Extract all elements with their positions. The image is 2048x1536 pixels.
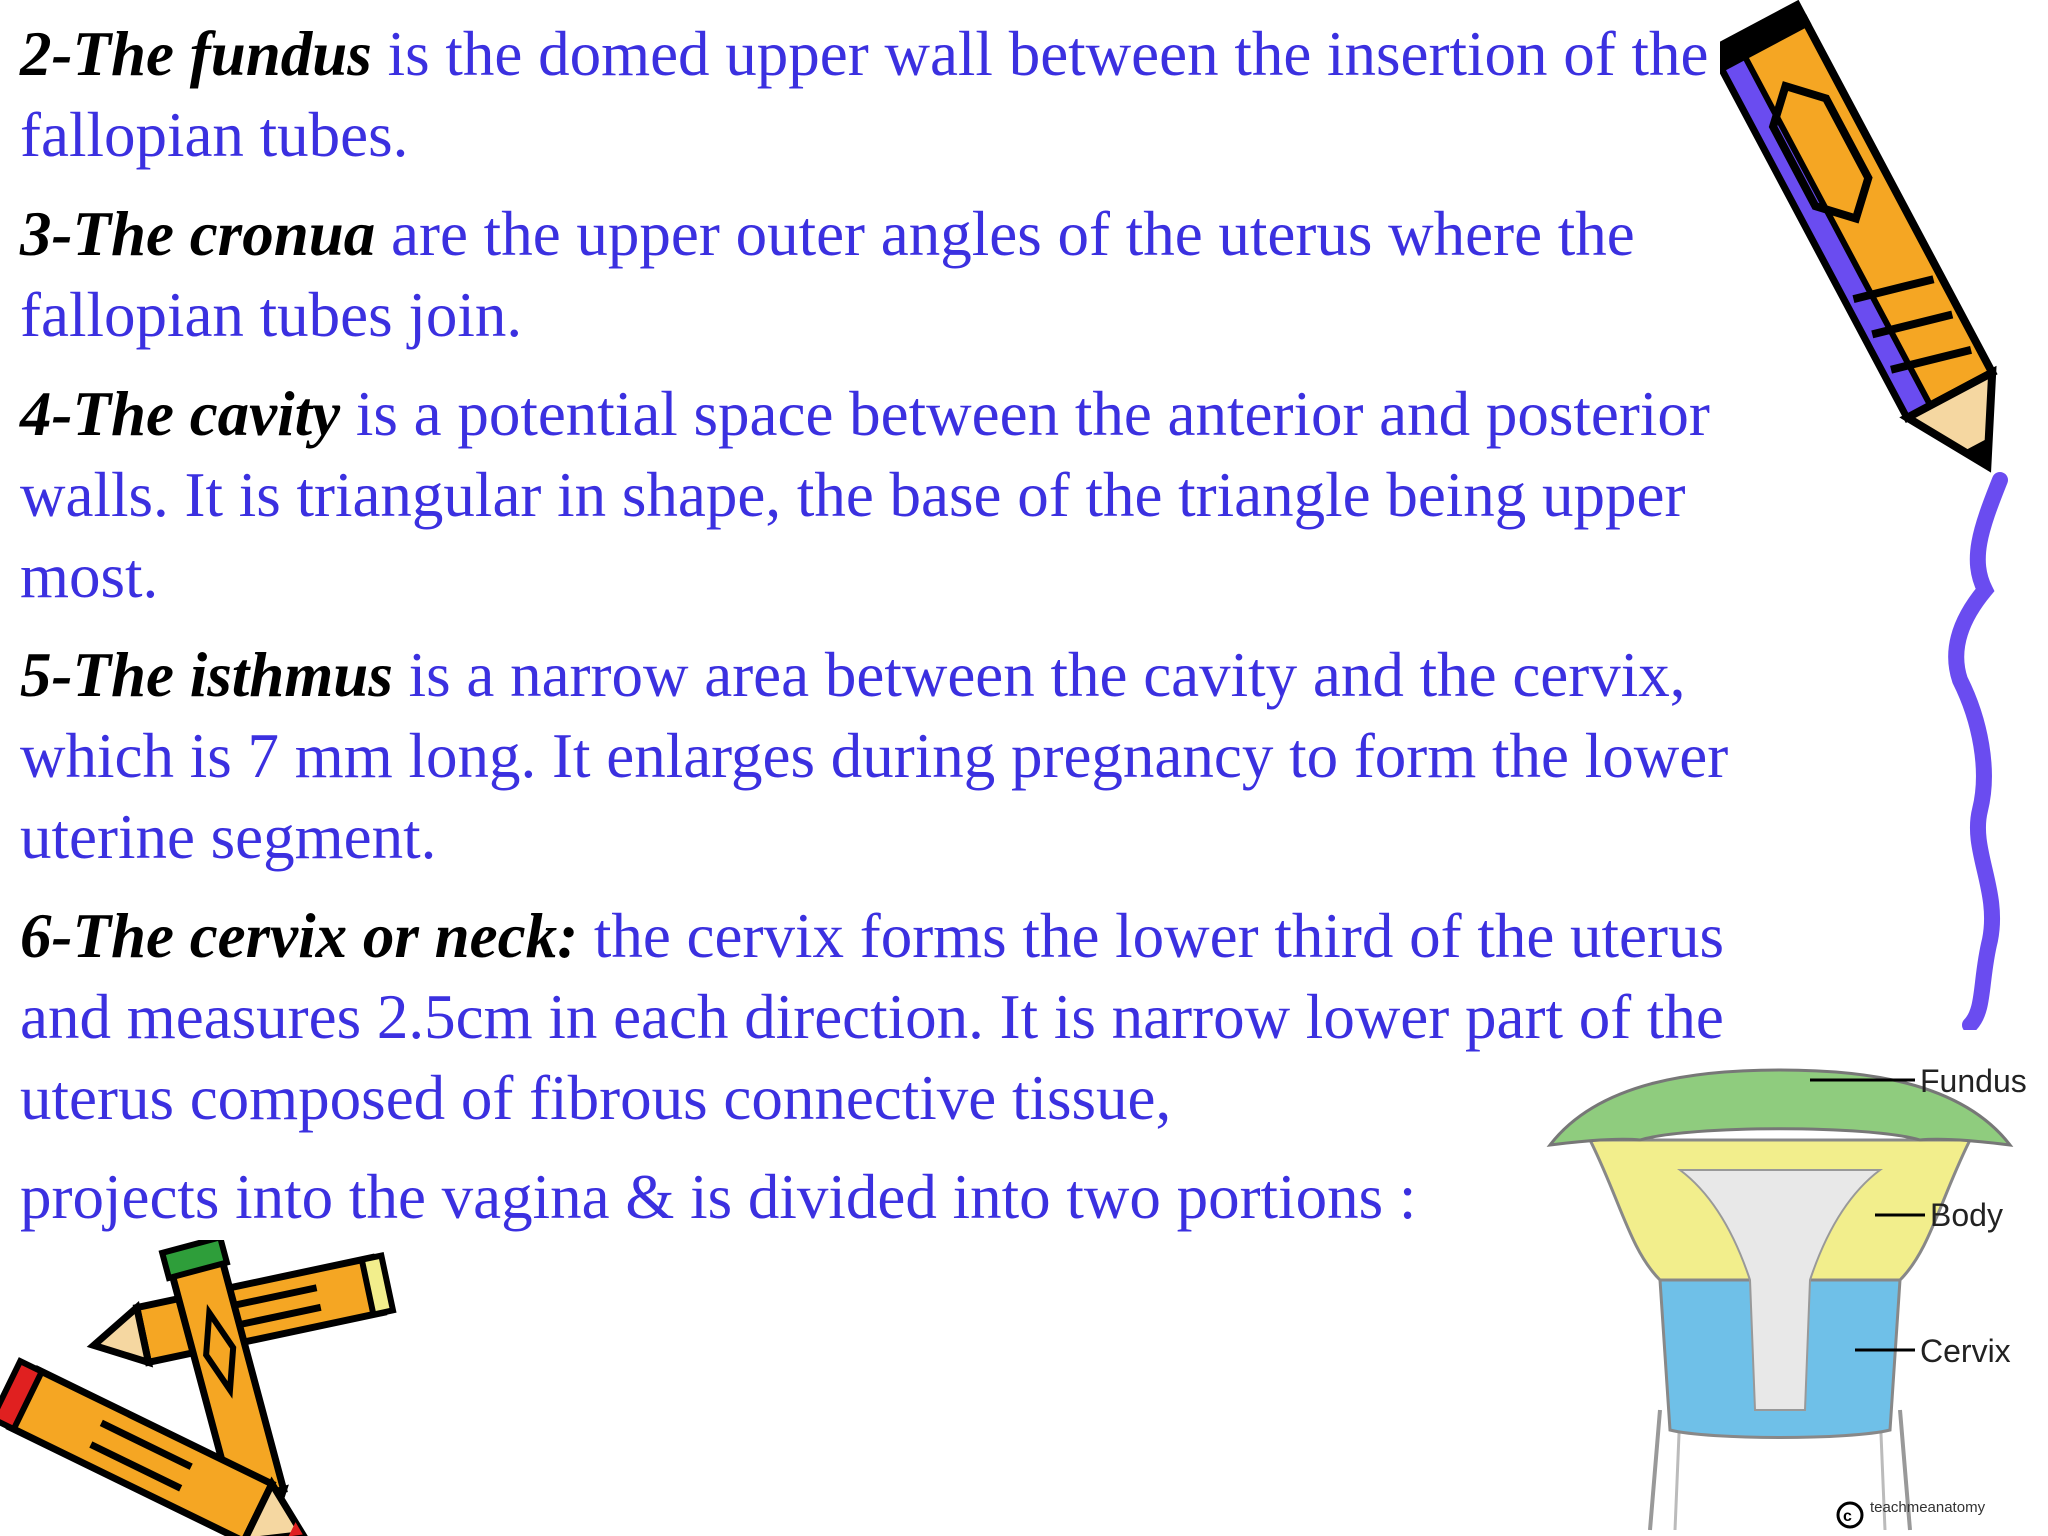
paragraph-cervix [20, 896, 1780, 1139]
paragraph-continuation: projects into the vagina & is divided into two portions : [20, 1162, 1417, 1232]
definition-fundus: is the domed upper wall between the insertion of the fallopian tubes. [20, 19, 1709, 170]
definition-cornua: are the upper outer angles of the uterus where the fallopian tubes join. [20, 199, 1635, 350]
squiggle-line-icon [1940, 470, 2020, 1030]
uterus-diagram [1520, 1030, 2048, 1536]
definition-cervix: the cervix forms the lower third of the uterus and measures 2.5cm in each direction. It is narrow lower part of the uterus composed of fibrous connective tissue, [20, 901, 1724, 1133]
paragraph-cavity [20, 374, 1780, 617]
term-cavity: 4-The cavity [20, 379, 341, 449]
definition-isthmus: is a narrow area between the cavity and the cervix, which is 7 mm long. It enlarges during pregnancy to form the lower uterine segment. [20, 640, 1729, 872]
diagram-credit: teachmeanatomy [1870, 1499, 1986, 1516]
paragraph-cornua [20, 194, 1780, 356]
pencil-clipart-icon [1720, 0, 2020, 490]
term-cervix: 6-The cervix or neck: [20, 901, 579, 971]
term-cornua: 3-The cronua [20, 199, 376, 269]
definition-cavity: is a potential space between the anterior and posterior walls. It is triangular in shape, the base of the triangle being upper most. [20, 379, 1710, 611]
label-body: Body [1930, 1197, 2003, 1233]
label-cervix: Cervix [1920, 1333, 2011, 1369]
term-isthmus: 5-The isthmus [20, 640, 393, 710]
paragraph-isthmus [20, 635, 1780, 878]
svg-text:c: c [1843, 1508, 1852, 1525]
slide-text [20, 14, 1780, 1256]
label-fundus: Fundus [1920, 1063, 2027, 1099]
term-fundus: 2-The fundus [20, 19, 372, 89]
crossed-pencils-clipart-icon [0, 1240, 420, 1536]
paragraph-fundus [20, 14, 1780, 176]
